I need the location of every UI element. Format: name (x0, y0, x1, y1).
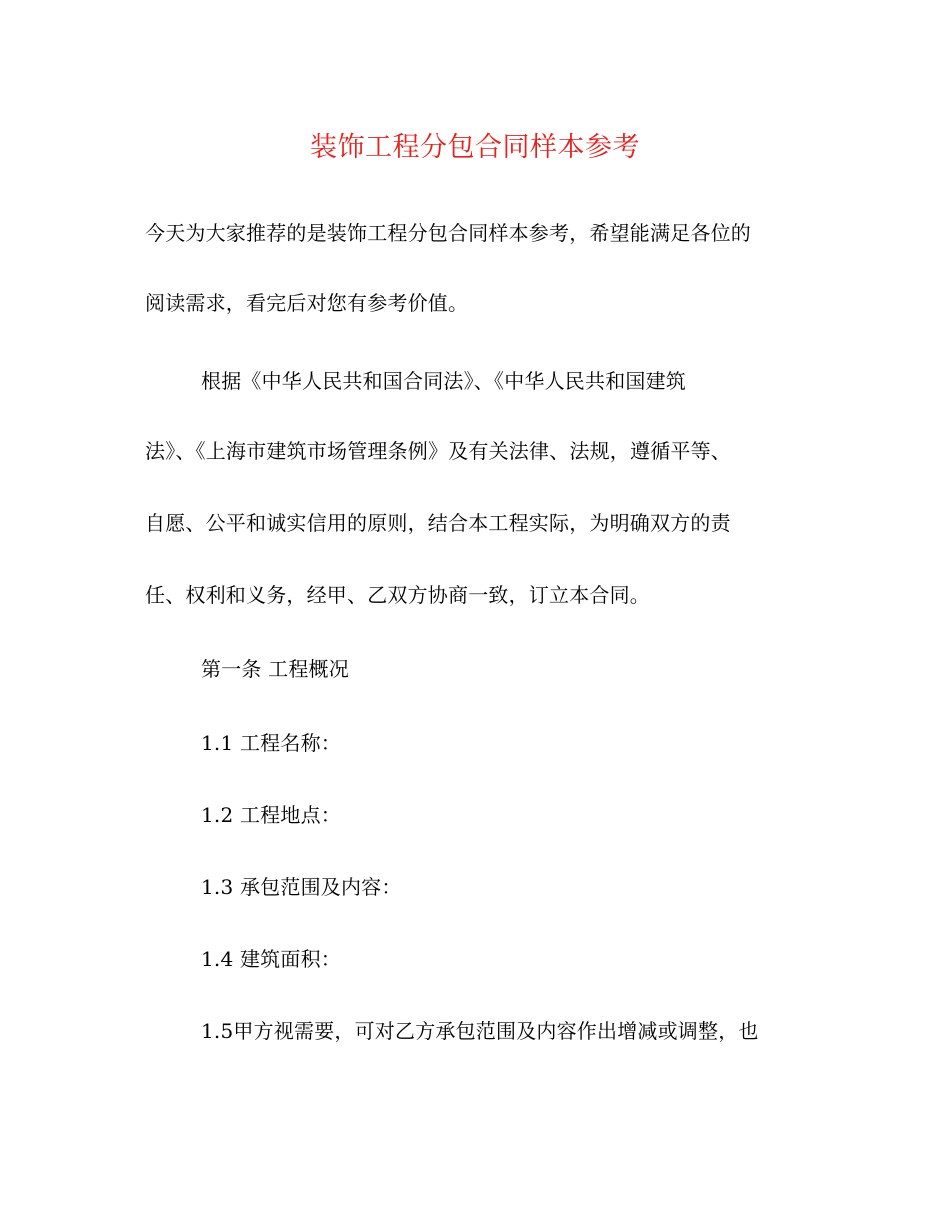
clause-1-2: 1.2 工程地点： (201, 803, 341, 827)
clause-1-1: 1.1 工程名称： (201, 731, 341, 755)
document-title: 装饰工程分包合同样本参考 (310, 132, 640, 163)
clause-1-3: 1.3 承包范围及内容： (201, 875, 402, 899)
paragraph-basis-line-4: 任、权利和义务，经甲、乙双方协商一致，订立本合同。 (145, 583, 650, 607)
paragraph-basis-line-1: 根据《中华人民共和国合同法》、《中华人民共和国建筑 (201, 369, 686, 393)
clause-1-4: 1.4 建筑面积： (201, 947, 341, 971)
section-heading-article-1: 第一条 工程概况 (201, 657, 349, 681)
paragraph-basis-line-3: 自愿、公平和诚实信用的原则，结合本工程实际，为明确双方的责 (145, 511, 731, 535)
clause-1-5: 1.5甲方视需要，可对乙方承包范围及内容作出增减或调整，也 (201, 1019, 759, 1043)
paragraph-intro-line-1: 今天为大家推荐的是装饰工程分包合同样本参考，希望能满足各位的 (145, 221, 751, 245)
paragraph-basis-line-2: 法》、《上海市建筑市场管理条例》及有关法律、法规，遵循平等、 (145, 439, 731, 463)
paragraph-intro-line-2: 阅读需求，看完后对您有参考价值。 (145, 291, 469, 315)
